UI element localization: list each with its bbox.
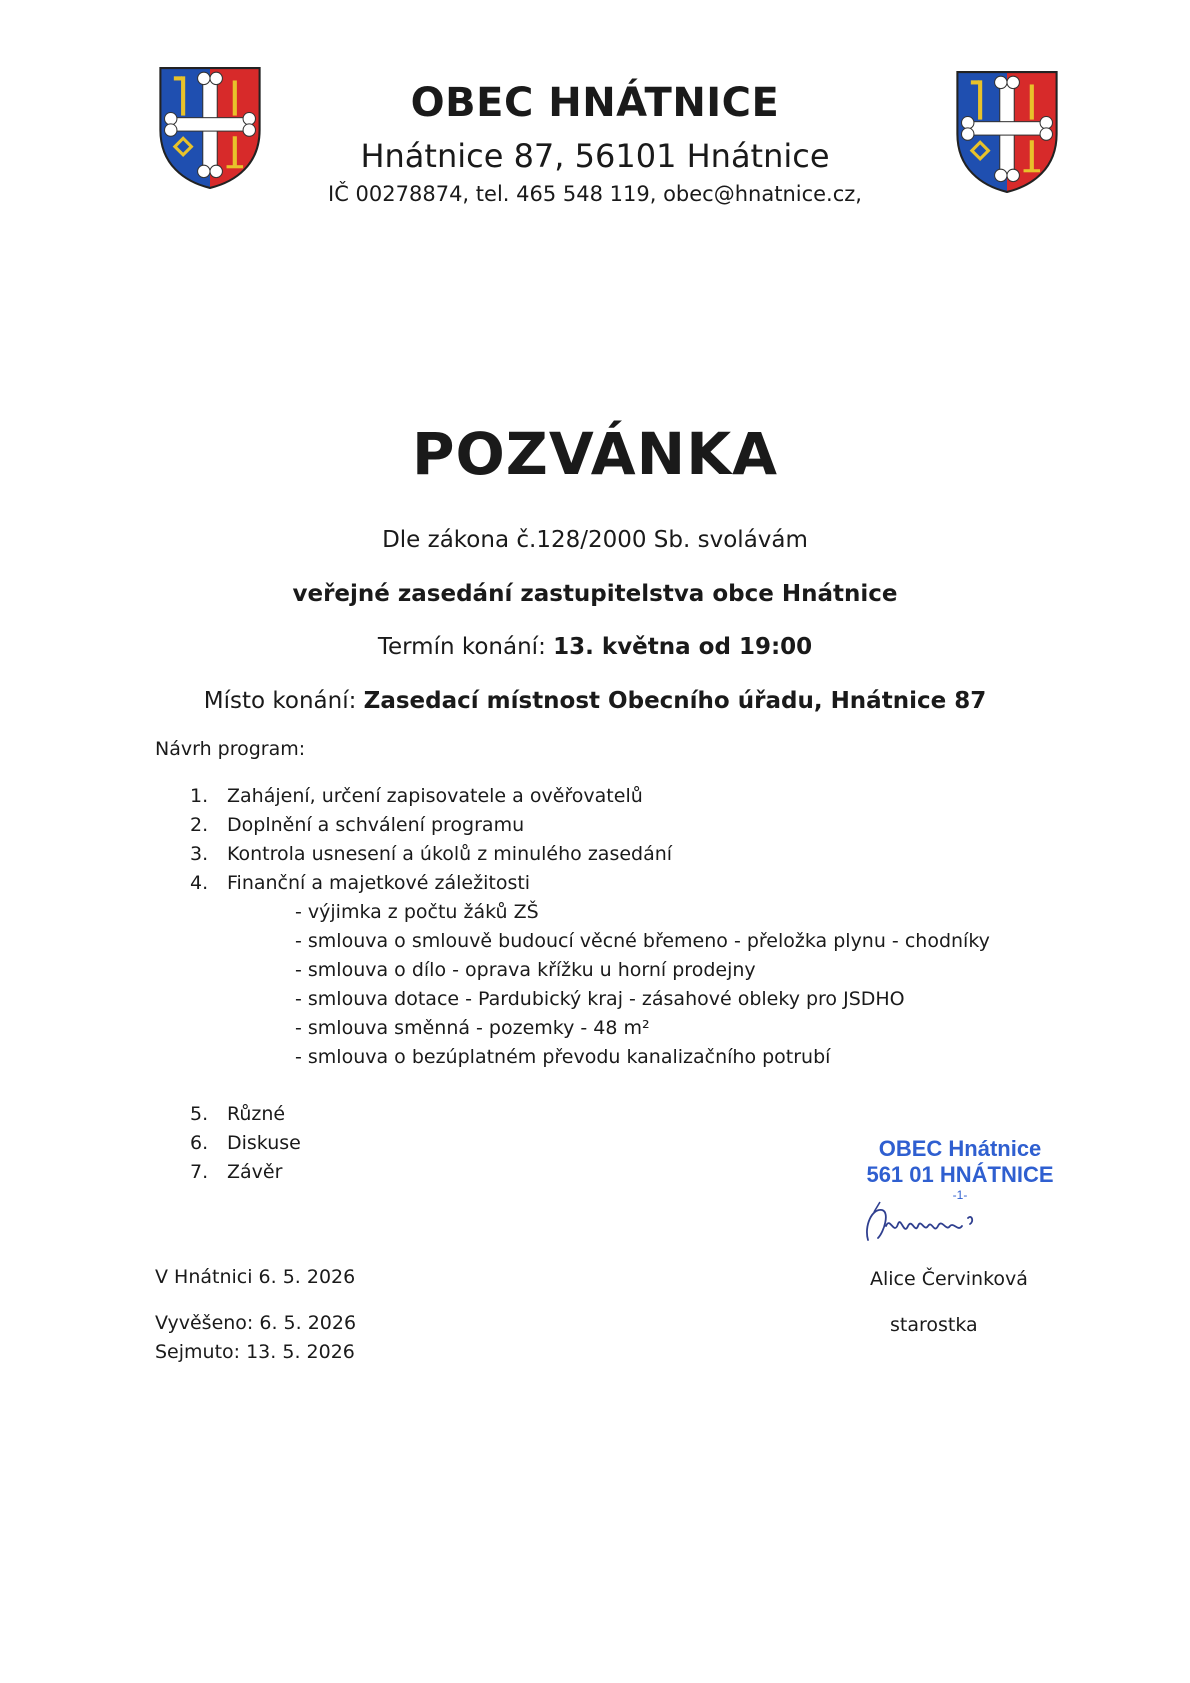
program-item-text: Různé — [227, 1103, 286, 1125]
place-date: V Hnátnici 6. 5. 2026 — [155, 1266, 356, 1288]
term-label: Termín konání: — [377, 634, 546, 660]
program-item-number: 7. — [190, 1161, 209, 1183]
sub-item: - smlouva o dílo - oprava křížku u horní prodejny — [295, 959, 756, 981]
municipality-address: Hnátnice 87, 56101 Hnátnice — [360, 137, 830, 175]
official-stamp — [835, 1136, 1085, 1202]
stamp-line-2: 561 01 HNÁTNICE — [866, 1162, 1054, 1187]
program-item-text: Kontrola usnesení a úkolů z minulého zasedání — [227, 843, 673, 865]
program-item-number: 6. — [190, 1132, 209, 1154]
program-item-text: Doplnění a schválení programu — [227, 814, 525, 836]
sub-item: - smlouva směnná - pozemky - 48 m² — [295, 1017, 650, 1039]
intro-line: Dle zákona č.128/2000 Sb. svolávám — [382, 527, 808, 553]
program-item-number: 3. — [190, 843, 209, 865]
place-label: Místo konání: — [203, 688, 357, 714]
program-item-number: 4. — [190, 872, 209, 894]
sub-item: - smlouva o smlouvě budoucí věcné břemeno - přeložka plynu - chodníky — [295, 930, 990, 952]
signatory-role: starostka — [890, 1314, 978, 1336]
place-value: Zasedací místnost Obecního úřadu, Hnátnice 87 — [363, 688, 987, 714]
sub-item: - smlouva o bezúplatném převodu kanalizačního potrubí — [295, 1046, 831, 1068]
term-value: 13. května od 19:00 — [553, 634, 813, 660]
removed-date: Sejmuto: 13. 5. 2026 — [155, 1341, 355, 1363]
program-item-text: Finanční a majetkové záležitosti — [227, 872, 531, 894]
stamp-line-3: -1- — [952, 1188, 968, 1202]
program-heading: Návrh program: — [155, 738, 306, 760]
place-line — [0, 688, 1190, 714]
program-item-text: Diskuse — [227, 1132, 301, 1154]
sub-item: - výjimka z počtu žáků ZŠ — [295, 901, 539, 923]
program-item-text: Zahájení, určení zapisovatele a ověřovatelů — [227, 785, 643, 807]
term-line — [0, 634, 1190, 660]
municipality-contact: IČ 00278874, tel. 465 548 119, obec@hnatnice.cz, — [328, 182, 862, 206]
program-item-number: 2. — [190, 814, 209, 836]
program-item-number: 1. — [190, 785, 209, 807]
signatory-name: Alice Červinková — [870, 1268, 1028, 1290]
sub-item: - smlouva dotace - Pardubický kraj - zásahové obleky pro JSDHO — [295, 988, 905, 1010]
program-item-number: 5. — [190, 1103, 209, 1125]
posted-date: Vyvěšeno: 6. 5. 2026 — [155, 1312, 357, 1334]
municipality-name: OBEC HNÁTNICE — [410, 80, 780, 126]
stamp-line-1: OBEC Hnátnice — [878, 1136, 1042, 1161]
handwritten-signature-icon — [860, 1196, 1020, 1252]
program-item-text: Závěr — [227, 1161, 283, 1183]
meeting-line: veřejné zasedání zastupitelstva obce Hnátnice — [292, 581, 898, 607]
document-title: POZVÁNKA — [411, 420, 779, 488]
